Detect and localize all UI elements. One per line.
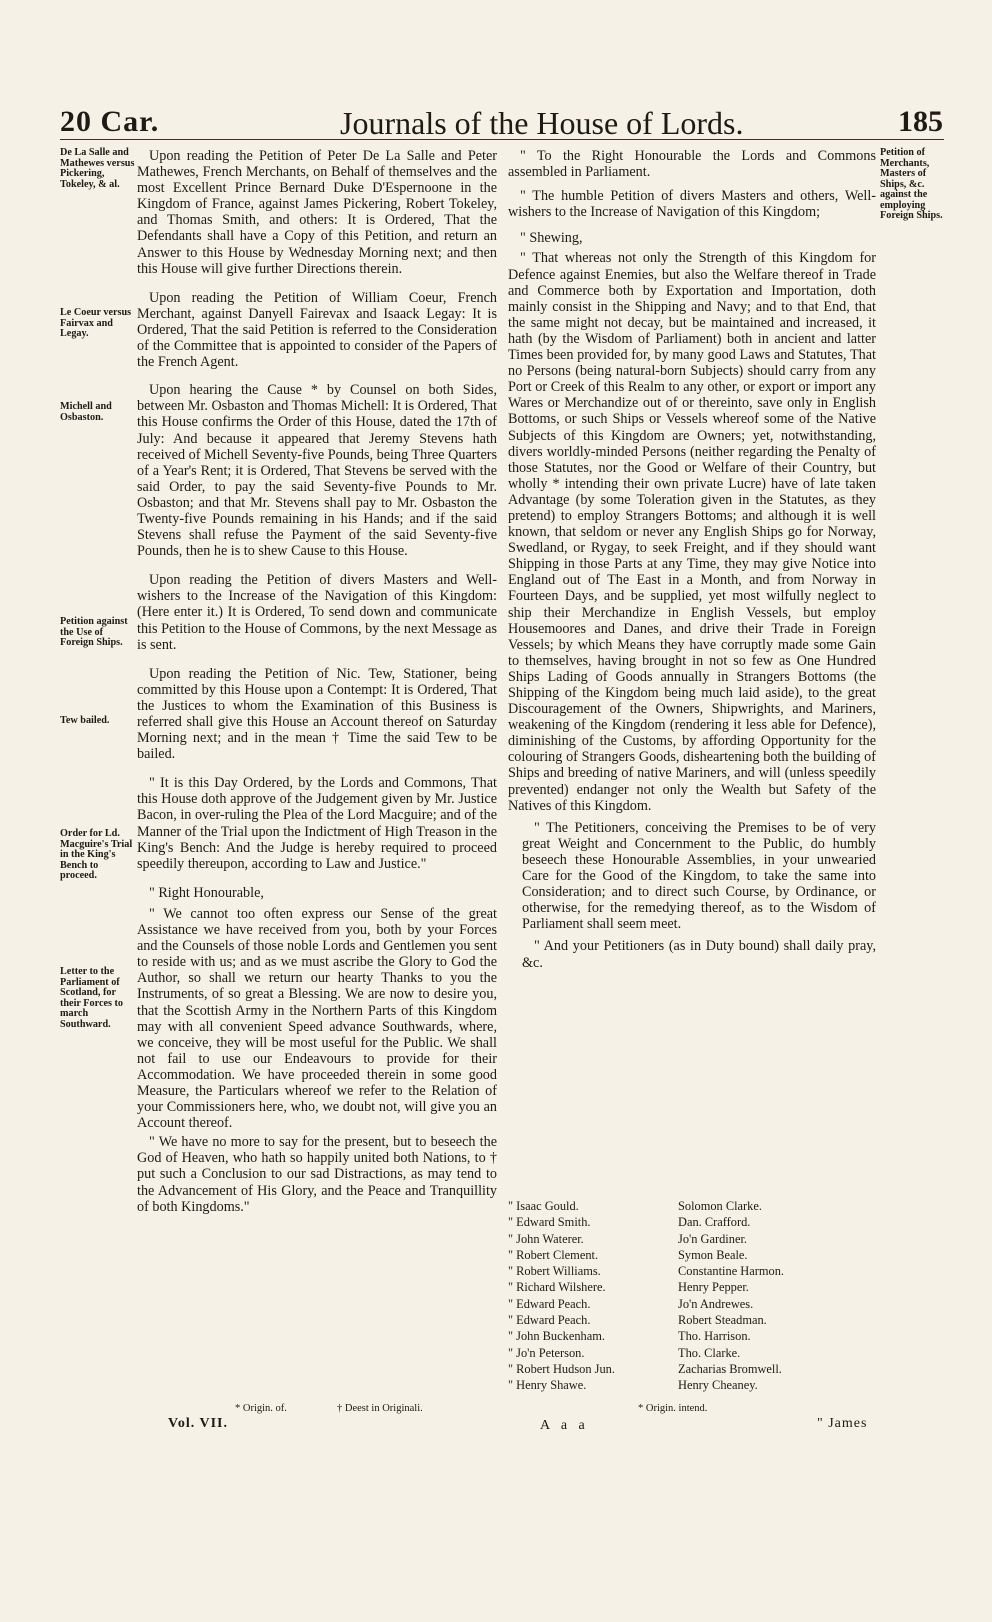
signature-row — [508, 1361, 876, 1377]
signature-row — [508, 1247, 876, 1263]
paragraph-tew: Upon reading the Petition of Nic. Tew, Stationer, being committed by this House upon a Contempt: It is Ordered, That the Justices to whom the Examination of this Business is referred shall give this House an Account thereof on Saturday Morning next; and in the mean † Time the said Tew to be bailed. — [137, 665, 497, 763]
signer-right: Jo'n Gardiner. — [678, 1231, 747, 1246]
margin-note-order-macguire: Order for Ld. Macguire's Trial in the King's Bench to proceed. — [60, 828, 133, 881]
signature-row — [508, 1279, 876, 1295]
margin-note-de-la-salle: De La Salle and Mathewes versus Pickering, Tokeley, & al. — [60, 147, 135, 190]
signer-right: Solomon Clarke. — [678, 1199, 762, 1213]
signature-row — [508, 1263, 876, 1279]
page-title: Journals of the House of Lords. — [340, 105, 744, 141]
signer-left: " John Buckenham. — [508, 1329, 605, 1344]
margin-note-letter-scotland: Letter to the Parliament of Scotland, for their Forces to march Southward. — [60, 966, 123, 1030]
salutation: " Right Honourable, — [149, 884, 264, 901]
page-number: 185 — [898, 105, 943, 138]
margin-note-tew: Tew bailed. — [60, 715, 110, 726]
signer-right: Henry Cheaney. — [678, 1378, 758, 1393]
petition-humble: " The humble Petition of divers Masters and others, Well-wishers to the Increase of Navigation of this Kingdom; — [508, 188, 876, 221]
right-column — [508, 148, 876, 971]
signer-right: Jo'n Andrewes. — [678, 1296, 754, 1311]
volume-label: Vol. VII. — [168, 1416, 228, 1431]
signer-left: " Robert Clement. — [508, 1247, 599, 1262]
margin-note-le-coeur: Le Coeur versus Fairvax and Legay. — [60, 307, 132, 339]
signature-row — [508, 1214, 876, 1230]
signature-row — [508, 1377, 876, 1393]
signer-left: " Edward Peach. — [508, 1296, 591, 1311]
signer-right: Symon Beale. — [678, 1247, 748, 1262]
petition-petitioners: " The Petitioners, conceiving the Premises to be of very great Weight and Concernment to the Public, do humbly beseech these Honourable Assemblies, in your unwearied Care for the Good of the Kingdom, to take the same into Consideration; and to direct such Course, by Ordinance, or otherwise, for the remedying thereof, as to the Wisdom of Parliament shall seem meet. — [522, 819, 876, 933]
signature-row — [508, 1296, 876, 1312]
signature-list — [508, 1198, 876, 1394]
petition-pray: " And your Petitioners (as in Duty bound) shall daily pray, &c. — [522, 938, 876, 971]
signature-row — [508, 1345, 876, 1361]
signature-row — [508, 1231, 876, 1247]
petition-body: " That whereas not only the Strength of this Kingdom for Defence against Enemies, but also the Welfare thereof in Trade and Commerce both by Exportation and Importation, doth mainly consist in the Shipping and Navy; and to that End, that the same might not decay, but be maintained and increased, it hath (by the Wisdom of Parliament) both in ancient and latter Times been provided for, by many good Laws and Statutes, That no Persons (being natural-born Subjects) should carry from any Port or Creek of this Realm to any other, or export or import any Wares or Merchandize out of or thereinto, save only in English Bottoms, or such Ships or Vessels whereof some of the Native Subjects of this Kingdom are Owners; yet, notwithstanding, divers worldly-minded Persons (neither regarding the Penalty of those Statutes, nor the Good or Welfare of their Country, but wholly * intending their own private Lucre) have of late taken Advantage (by some Toleration given in the Statutes, as they pretend) to employ Strangers Bottoms; and although it is well known, that seldom or never any English Ships go for Norway, Swedland, or Rygay, to seek Freight, and if they should want Shipping in those Parts at any Time, they may give Notice into England out of The East in a Month, and from Norway in Fourteen Days, and be supplied, yet most wilfully neglect to ship their Merchandize in English Vessels, but employ Housemoores and Danes, and drive their Trade in Foreign Vessels; by which Means they have corruptly made some Gain to themselves, having brought in not so few as One Hundred Ships Lading of Goods annually in Strangers Bottoms (the Shipping of the Kingdom being much laid aside), to the great Discouragement of the Owners, Shipwrights, and Mariners, weakening of the Kingdom (rendering it less able for Defence), diminishing of the Customs, by affording Opportunity for the colouring of Strangers Goods, disheartening both the building of Ships and breeding of native Mariners, and will (unless speedily prevented) endanger not only the Wealth but Safety of the Natives of this Kingdom. — [508, 250, 876, 814]
paragraph-le-coeur: Upon reading the Petition of William Coeur, French Merchant, against Danyell Fairevax and Isaack Legay: It is Ordered, That the said Petition is referred to the Consideration of the Committee that is appointed to consider of the Papers of the French Agent. — [137, 289, 497, 371]
signature-row — [508, 1198, 876, 1214]
footnote-origin-of: * Origin. of. — [235, 1403, 287, 1414]
header-rule — [60, 139, 944, 140]
signer-right: Dan. Crafford. — [678, 1215, 751, 1230]
signer-left: " Edward Peach. — [508, 1313, 591, 1328]
signer-right: Zacharias Bromwell. — [678, 1361, 782, 1376]
catchword: " James — [817, 1416, 868, 1431]
petition-address: " To the Right Honourable the Lords and Commons assembled in Parliament. — [508, 148, 876, 181]
margin-note-right-petition: Petition of Merchants, Masters of Ships, &c. against the employing Foreign Ships. — [880, 147, 943, 221]
paragraph-michell: Upon hearing the Cause * by Counsel on both Sides, between Mr. Osbaston and Thomas Michell: It is Ordered, That this House confirms the Order of this House, dated the 17th of July: And because it appeared that Jeremy Stevens hath received of Michell Seventy-five Pounds, being Three Quarters of a Year's Rent; it is Ordered, That Stevens be served with the said Order, to pay the said Seventy-five Pounds to Mr. Osbaston; and that Mr. Stevens shall pay to Mr. Osbaston the Twenty-five Pounds remaining in his Hands; and if the said Stevens shall refuse the Payment of the said Seventy-five Pounds, then he is to shew Cause to this House. — [137, 382, 497, 560]
paragraph-letter: " We cannot too often express our Sense of the great Assistance we have received from you, both by your Forces and the Counsels of those noble Lords and Gentlemen you sent to reside with us; and as we must ascribe the Glory to God the Author, so shall we return our hearty Thanks to you the Instruments, of so great a Blessing. We are now to desire you, that the Scottish Army in the Northern Parts of this Kingdom may with all convenient Speed advance Southwards, where, we conceive, they will be most useful for the Public. We shall not fail to use our Endeavours to provide for their Accommodation. We have proceeded therein in some good Measure, the Particulars whereof we refer to the Relation of your Commissioners here, who, we doubt not, will give you an Account thereof. — [137, 905, 497, 1132]
signer-left: " Richard Wilshere. — [508, 1280, 606, 1295]
paragraph-letter-closing: " We have no more to say for the present, but to beseech the God of Heaven, who hath so happily united both Nations, to † put such a Conclusion to our sad Distractions, as may tend to the Advancement of His Glory, and the Peace and Tranquillity of both Kingdoms." — [137, 1134, 497, 1215]
signer-left: " Robert Williams. — [508, 1264, 601, 1279]
footnote-origin-intend: * Origin. intend. — [638, 1403, 708, 1414]
signer-left: " Edward Smith. — [508, 1215, 591, 1230]
signer-left: " John Waterer. — [508, 1231, 584, 1246]
signature-mark: A a a — [540, 1418, 589, 1433]
signature-row — [508, 1312, 876, 1328]
signer-left: " Jo'n Peterson. — [508, 1345, 585, 1360]
petition-shewing: " Shewing, — [520, 230, 583, 247]
margin-note-michell: Michell and Osbaston. — [60, 401, 112, 423]
signer-left: " Henry Shawe. — [508, 1378, 587, 1393]
signer-left: " Robert Hudson Jun. — [508, 1361, 615, 1376]
signer-right: Henry Pepper. — [678, 1280, 749, 1295]
paragraph-petition-use: Upon reading the Petition of divers Masters and Well-wishers to the Increase of the Navigation of this Kingdom: (Here enter it.) It is Ordered, To send down and communicate this Petition to the House of Commons, by the next Message as is sent. — [137, 572, 497, 653]
margin-note-petition-use: Petition against the Use of Foreign Ships. — [60, 616, 128, 648]
paragraph-de-la-salle: Upon reading the Petition of Peter De La Salle and Peter Mathewes, French Merchants, on Behalf of themselves and the most Excellent Prince Bernard Duke D'Espernoone in the Kingdom of France, against James Pickering, Robert Tokeley, and Thomas Smith, and others: It is Ordered, That the Defendants shall have a Copy of this Petition, and return an Answer to this House by Wednesday Morning next; and then this House will give further Directions therein. — [137, 148, 497, 277]
signer-right: Tho. Harrison. — [678, 1329, 751, 1344]
signer-right: Robert Steadman. — [678, 1313, 767, 1328]
signer-left: " Isaac Gould. — [508, 1199, 579, 1213]
left-column — [137, 148, 497, 1215]
header-left: 20 Car. — [60, 105, 160, 138]
signer-right: Constantine Harmon. — [678, 1264, 784, 1279]
paragraph-order-macguire: " It is this Day Ordered, by the Lords and Commons, That this House doth approve of the Judgement given by Mr. Justice Bacon, in over-ruling the Plea of the Lord Macguire; and of the Manner of the Trial upon the Indictment of High Treason in the King's Bench: And the Judge is hereby required to proceed speedily thereupon, according to Law and Justice." — [137, 775, 497, 872]
signature-row — [508, 1328, 876, 1344]
footnote-deest: † Deest in Originali. — [337, 1403, 423, 1414]
signer-right: Tho. Clarke. — [678, 1345, 741, 1360]
